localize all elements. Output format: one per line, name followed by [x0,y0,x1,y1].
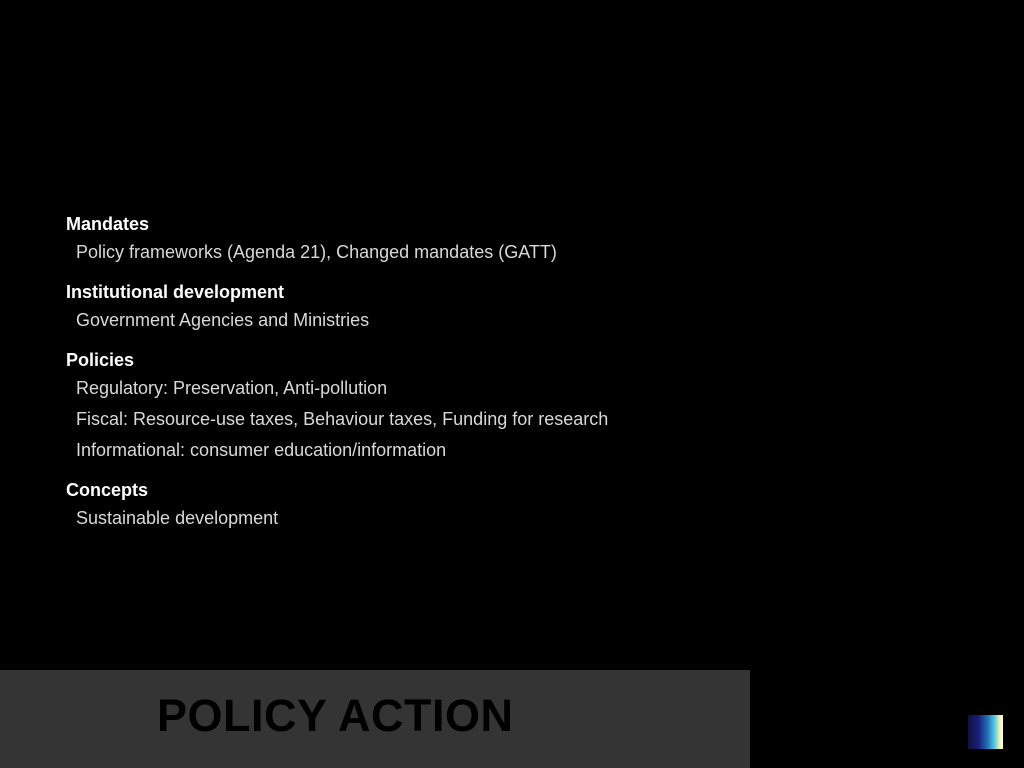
section-heading: Policies [66,350,135,370]
section-institutional-development [66,280,766,336]
slide-body [66,212,766,534]
gradient-logo-icon [968,715,1003,749]
slide-title: POLICY ACTION [157,690,514,741]
bullet-item: Informational: consumer education/information [76,440,447,460]
section-mandates [66,212,766,268]
section-concepts [66,478,766,534]
bullet-item: Sustainable development [76,508,279,528]
bullet-item: Government Agencies and Ministries [76,310,370,330]
bullet-item: Policy frameworks (Agenda 21), Changed mandates (GATT) [76,242,557,262]
bullet-item: Fiscal: Resource-use taxes, Behaviour taxes, Funding for research [76,409,609,429]
section-heading: Concepts [66,480,149,500]
section-heading: Institutional development [66,282,285,302]
bullet-item: Regulatory: Preservation, Anti-pollution [76,378,388,398]
section-policies [66,348,766,466]
section-heading: Mandates [66,214,150,234]
